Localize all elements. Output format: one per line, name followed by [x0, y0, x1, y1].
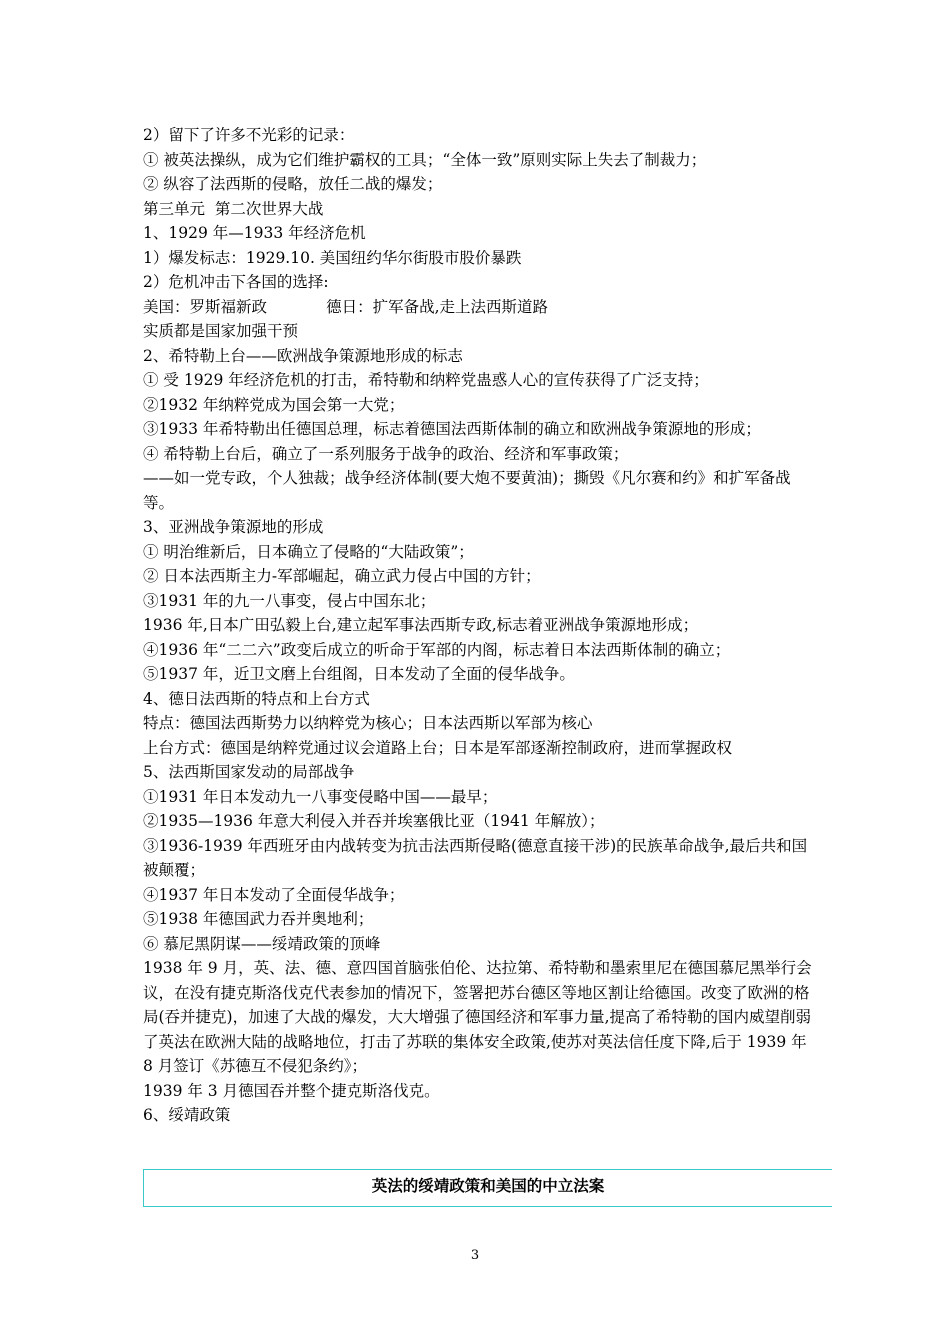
text-line: 1936 年,日本广田弘毅上台,建立起军事法西斯专政,标志着亚洲战争策源地形成； — [143, 616, 699, 634]
text-line: ①1931 年日本发动九一八事变侵略中国——最早； — [143, 787, 498, 806]
text-line: 6、绥靖政策 — [143, 1106, 231, 1124]
text-line: 2）留下了许多不光彩的记录： — [143, 126, 355, 144]
text-line: ② 日本法西斯主力-军部崛起，确立武力侵占中国的方针； — [143, 567, 541, 585]
text-line: ③1933 年希特勒出任德国总理，标志着德国法西斯体制的确立和欧洲战争策源地的形成； — [143, 420, 761, 438]
text-line: ②1935—1936 年意大利侵入并吞并埃塞俄比亚（1941 年解放）； — [143, 812, 605, 830]
page-number: 3 — [470, 1248, 480, 1263]
text-line: 实质都是国家加强干预 — [143, 322, 299, 340]
text-paragraph: 1938 年 9 月，英、法、德、意四国首脑张伯伦、达拉第、希特勒和墨索里尼在德国慕尼黑举行会议，在没有捷克斯洛伐克代表参加的情况下，签署把苏台德区等地区割让给德国。改变了欧洲的格局(吞并捷克)，加速了大战的爆发，大大增强了德国经济和军事力量,提高了希特勒的国内威望削弱了英法在欧洲大陆的战略地位，打击了苏联的集体安全政策,使苏对英法信任度下降,后于 1939 年 8 月签订《苏德互不侵犯条约》； — [143, 959, 812, 1075]
text-line: ⑥ 慕尼黑阴谋——绥靖政策的顶峰 — [143, 934, 381, 953]
text-line: 1、1929 年—1933 年经济危机 — [143, 224, 366, 242]
text-line: 1939 年 3 月德国吞并整个捷克斯洛伐克。 — [143, 1081, 440, 1100]
text-line: 5、法西斯国家发动的局部战争 — [143, 763, 355, 781]
text-line: 3、亚洲战争策源地的形成 — [143, 518, 324, 536]
text-line: ① 被英法操纵，成为它们维护霸权的工具；“全体一致”原则实际上失去了制裁力； — [143, 150, 707, 169]
text-line: 1）爆发标志：1929.10. 美国纽约华尔街股市股价暴跌 — [143, 248, 522, 267]
text-line: ④1937 年日本发动了全面侵华战争； — [143, 885, 405, 904]
text-line: ① 受 1929 年经济危机的打击，希特勒和纳粹党蛊惑人心的宣传获得了广泛支持； — [143, 371, 709, 389]
text-line: ④ 希特勒上台后，确立了一系列服务于战争的政治、经济和军事政策； — [143, 444, 629, 463]
text-paragraph: ③1936-1939 年西班牙由内战转变为抗击法西斯侵略(德意直接干涉)的民族革命战争,最后共和国被颠覆； — [143, 836, 808, 879]
text-line: 特点：德国法西斯势力以纳粹党为核心；日本法西斯以军部为核心 — [143, 714, 593, 732]
text-line: ④1936 年“二二六”政变后成立的听命于军部的内阁，标志着日本法西斯体制的确立； — [143, 640, 731, 659]
text-line: 上台方式：德国是纳粹党通过议会道路上台；日本是军部逐渐控制政府，进而掌握政权 — [143, 738, 733, 757]
text-line: ⑤1937 年，近卫文磨上台组阁，日本发动了全面的侵华战争。 — [143, 665, 575, 683]
text-line: 2、希特勒上台——欧洲战争策源地形成的标志 — [143, 346, 463, 365]
text-line: ② 纵容了法西斯的侵略，放任二战的爆发； — [143, 175, 443, 193]
text-line: 美国：罗斯福新政 德日：扩军备战,走上法西斯道路 — [143, 297, 549, 316]
body-text — [143, 123, 815, 1128]
text-line: 2）危机冲击下各国的选择: — [143, 273, 329, 291]
text-line: ⑤1938 年德国武力吞并奥地利； — [143, 910, 374, 928]
text-line: ① 明治维新后，日本确立了侵略的“大陆政策”； — [143, 542, 474, 561]
section-heading: 第三单元 第二次世界大战 — [143, 199, 324, 218]
text-line: ③1931 年的九一八事变，侵占中国东北； — [143, 591, 436, 610]
text-paragraph: ——如一党专政，个人独裁；战争经济体制(要大炮不要黄油)；撕毁《凡尔赛和约》和扩军备战等。 — [143, 469, 791, 512]
text-line: 4、德日法西斯的特点和上台方式 — [143, 689, 370, 708]
table-header-cell — [143, 1169, 832, 1207]
table-title: 英法的绥靖政策和美国的中立法案 — [371, 1176, 605, 1195]
text-line: ②1932 年纳粹党成为国会第一大党； — [143, 395, 405, 414]
